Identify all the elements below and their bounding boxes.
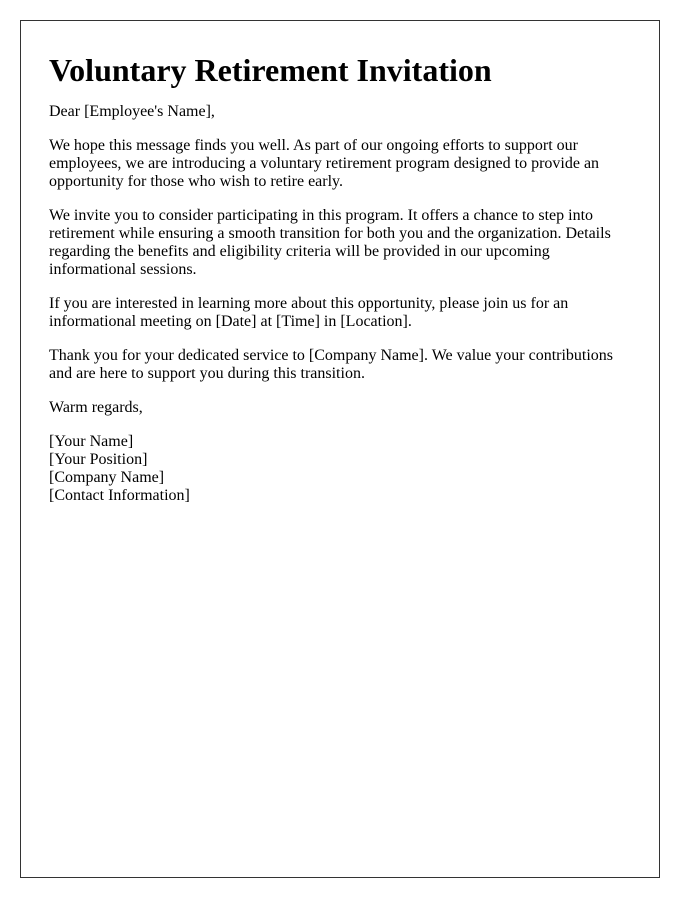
signature-contact: [Contact Information] bbox=[49, 487, 190, 505]
letter-greeting: Dear [Employee's Name], bbox=[49, 103, 215, 121]
letter-page bbox=[20, 20, 660, 878]
signature-name: [Your Name] bbox=[49, 433, 134, 451]
letter-paragraph-4: Thank you for your dedicated service to [Company Name]. We value your contributions and are here to support you during this transition. bbox=[49, 347, 614, 383]
letter-paragraph-3: If you are interested in learning more about this opportunity, please join us for an informational meeting on [Date] at [Time] in [Location]. bbox=[49, 295, 569, 331]
signature-block bbox=[49, 433, 631, 505]
letter-closing: Warm regards, bbox=[49, 399, 143, 417]
letter-paragraph-2: We invite you to consider participating in this program. It offers a chance to step into retirement while ensuring a smooth transition for both you and the organization. Details regarding the benefits and eligibility criteria will be provided in our upcoming informational sessions. bbox=[49, 207, 611, 279]
letter-paragraph-1: We hope this message finds you well. As part of our ongoing efforts to support our employees, we are introducing a voluntary retirement program designed to provide an opportunity for those who wish to retire early. bbox=[49, 137, 600, 191]
signature-position: [Your Position] bbox=[49, 451, 148, 469]
signature-company: [Company Name] bbox=[49, 469, 165, 487]
letter-title: Voluntary Retirement Invitation bbox=[49, 52, 492, 88]
